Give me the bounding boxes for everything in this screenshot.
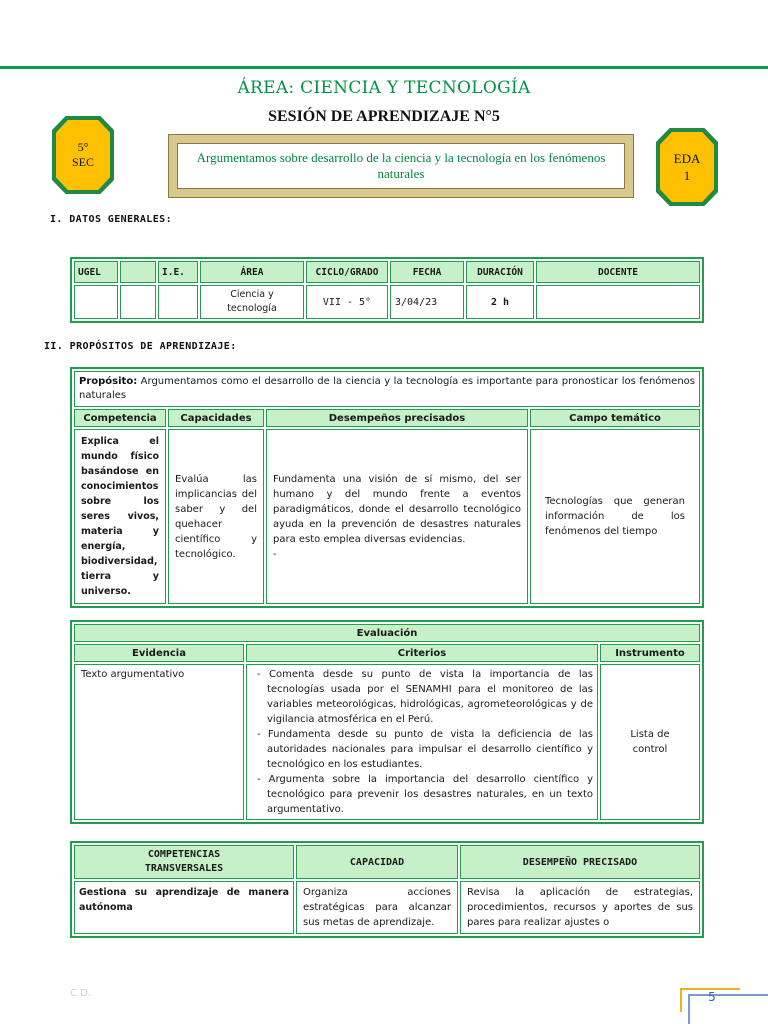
header-campo-tematico: Campo temático — [530, 409, 700, 427]
footer-label: C.D. — [70, 988, 92, 999]
criterios-cell — [246, 664, 598, 820]
datos-header-ciclo-grado: CICLO/GRADO — [306, 261, 388, 283]
top-rule — [0, 66, 768, 69]
criterio-item: - Fundamenta desde su punto de vista la deficiencia de las autoridades nacionales para impulsar el desarrollo científico y tecnológico en los estudiantes. — [257, 729, 593, 770]
datos-ciclo-grado-value: VII - 5° — [306, 285, 388, 319]
grade-badge-line1: 5° — [77, 140, 89, 154]
header-capacidad: CAPACIDAD — [296, 845, 458, 879]
datos-header-blank — [120, 261, 156, 283]
criterios-list — [257, 667, 593, 817]
criterio-item: - Argumenta sobre la importancia del desarrollo científico y tecnológico para prevenir los desastres naturales, en un texto argumentativo. — [257, 774, 593, 815]
datos-area-value: Ciencia y tecnología — [200, 285, 304, 319]
header-desempenos: Desempeños precisados — [266, 409, 528, 427]
capacidad-value: Organiza acciones estratégicas para alcanzar sus metas de aprendizaje. — [296, 881, 458, 934]
header-competencias-transversales: COMPETENCIAS TRANSVERSALES — [74, 845, 294, 879]
competencia-transversal-value: Gestiona su aprendizaje de manera autónoma — [74, 881, 294, 934]
grade-badge-line2: SEC — [71, 155, 94, 169]
section-datos-generales-heading: I. DATOS GENERALES: — [50, 214, 172, 225]
datos-header-docente: DOCENTE — [536, 261, 700, 283]
datos-header-ie: I.E. — [158, 261, 198, 283]
header-evidencia: Evidencia — [74, 644, 244, 662]
eda-badge — [656, 128, 718, 206]
evaluacion-content-row — [74, 664, 700, 820]
datos-duracion-value: 2 h — [466, 285, 534, 319]
desempenos-value: Fundamenta una visión de sí mismo, del ser humano y del mundo frente a eventos paradigmáticos, donde el desarrollo tecnológico ayuda en la prevención de desastres naturales para esto emplea diversas evidencias. — [273, 473, 521, 545]
datos-header-fecha: FECHA — [390, 261, 464, 283]
transversales-table — [70, 841, 704, 938]
propositos-content-row — [74, 429, 700, 604]
header-capacidades: Capacidades — [168, 409, 264, 427]
header-desempeno-precisado: DESEMPEÑO PRECISADO — [460, 845, 700, 879]
proposito-cell — [74, 371, 700, 407]
desempenos-dash: - — [273, 548, 277, 560]
header-criterios: Criterios — [246, 644, 598, 662]
session-topic-frame — [168, 134, 634, 198]
evaluacion-header-row — [74, 644, 700, 662]
capacidades-value: Evalúa las implicancias del saber y del quehacer científico y tecnológico. — [168, 429, 264, 604]
desempeno-precisado-value: Revisa la aplicación de estrategias, procedimientos, recursos y aportes de sus pares para realizar ajustes o — [460, 881, 700, 934]
transversales-header-row — [74, 845, 700, 879]
header-competencia: Competencia — [74, 409, 166, 427]
eda-badge-line1: EDA — [673, 151, 701, 166]
section-propositos-heading: II. PROPÓSITOS DE APRENDIZAJE: — [44, 341, 237, 352]
proposito-label: Propósito: — [79, 376, 138, 387]
proposito-row — [74, 371, 700, 407]
area-title: ÁREA: CIENCIA Y TECNOLOGÍA — [237, 78, 531, 98]
eda-badge-line2: 1 — [683, 168, 691, 183]
campo-tematico-value: Tecnologías que generan información de los fenómenos del tiempo — [530, 429, 700, 604]
instrumento-value: Lista de control — [600, 664, 700, 820]
session-title: SESIÓN DE APRENDIZAJE N°5 — [268, 108, 500, 125]
session-topic: Argumentamos sobre desarrollo de la ciencia y la tecnología en los fenómenos naturales — [177, 143, 625, 189]
datos-ie-value — [158, 285, 198, 319]
datos-blank-value — [120, 285, 156, 319]
page-number: 5 — [708, 990, 716, 1004]
transversales-content-row — [74, 881, 700, 934]
header-instrumento: Instrumento — [600, 644, 700, 662]
datos-header-duracion: DURACIÓN — [466, 261, 534, 283]
datos-value-row — [74, 285, 700, 319]
evaluacion-title-row — [74, 624, 700, 642]
datos-ugel-value — [74, 285, 118, 319]
datos-docente-value — [536, 285, 700, 319]
datos-header-ugel: UGEL — [74, 261, 118, 283]
desempenos-cell — [266, 429, 528, 604]
datos-generales-table — [70, 257, 704, 323]
competencia-value: Explica el mundo físico basándose en conocimientos sobre los seres vivos, materia y energía, biodiversidad, tierra y universo. — [74, 429, 166, 604]
datos-fecha-value: 3/04/23 — [390, 285, 464, 319]
grade-badge — [52, 116, 114, 194]
propositos-header-row — [74, 409, 700, 427]
evaluacion-title: Evaluación — [74, 624, 700, 642]
propositos-table — [70, 367, 704, 608]
evidencia-value: Texto argumentativo — [74, 664, 244, 820]
datos-header-row — [74, 261, 700, 283]
proposito-text: Argumentamos como el desarrollo de la ciencia y la tecnología es importante para pronosticar los fenómenos naturales — [79, 376, 695, 401]
evaluacion-table — [70, 620, 704, 824]
datos-header-area: ÁREA — [200, 261, 304, 283]
criterio-item: - Comenta desde su punto de vista la importancia de las tecnologías usada por el SENAMHI para el monitoreo de las variables meteorológicas, hidrológicas, agrometeorológicas y de vigilancia atmosférica en el Perú. — [257, 669, 593, 725]
